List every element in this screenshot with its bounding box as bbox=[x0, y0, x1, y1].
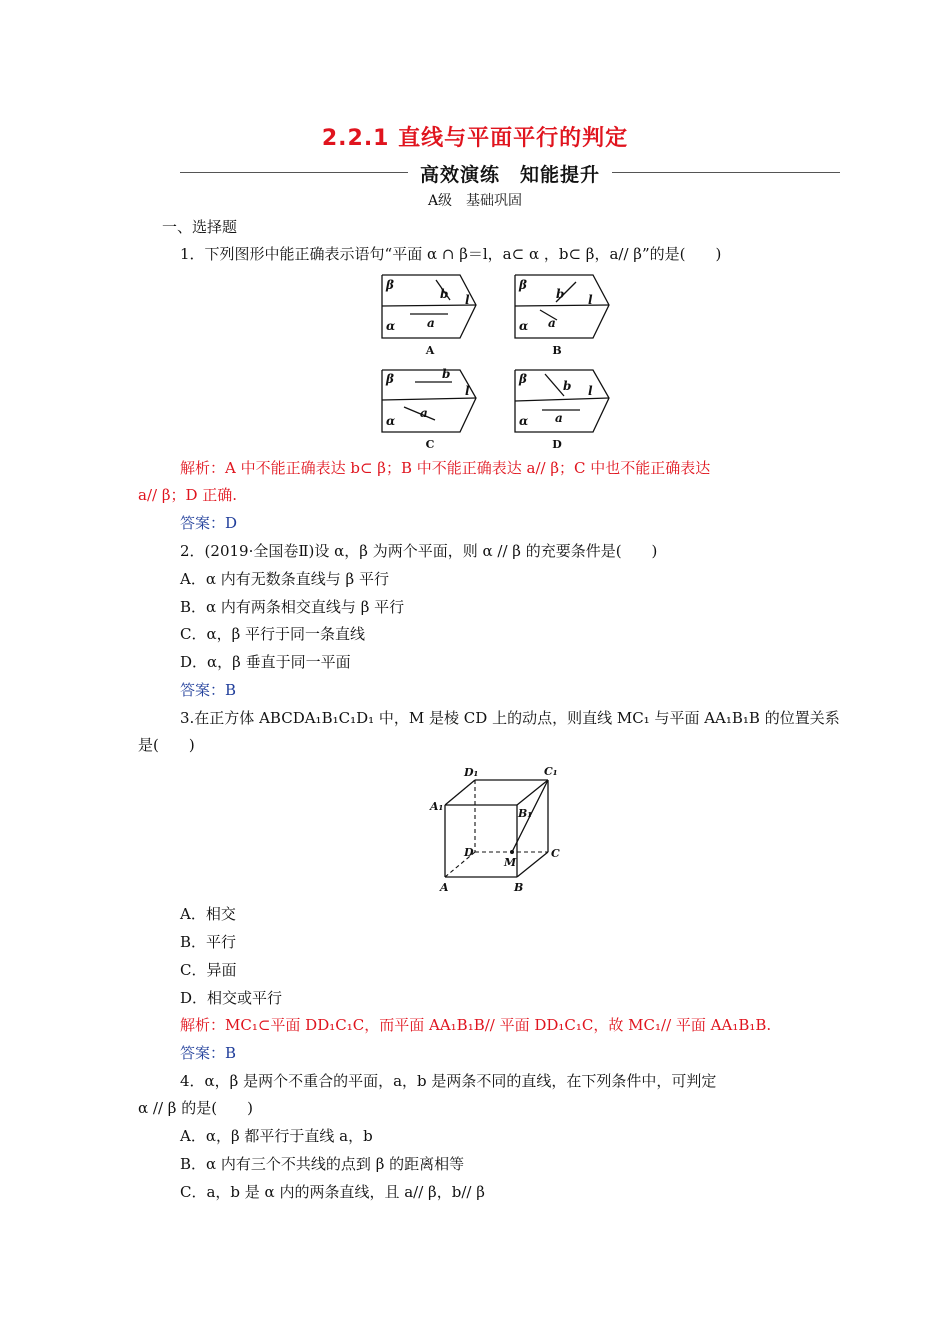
q2-answer: 答案：B bbox=[180, 681, 237, 699]
fig-b-b: b bbox=[556, 287, 565, 301]
cube-label-b1: B₁ bbox=[518, 807, 533, 820]
q4-option-b: B．α 内有三个不共线的点到 β 的距离相等 bbox=[180, 1155, 465, 1173]
q3-option-b: B．平行 bbox=[180, 933, 237, 951]
cube-label-c: C bbox=[551, 847, 560, 860]
fig-label-a: A bbox=[425, 344, 435, 357]
divider-left bbox=[180, 172, 408, 173]
fig-a-a: a bbox=[427, 316, 435, 330]
q3-option-d: D．相交或平行 bbox=[180, 989, 283, 1007]
fig-b-l: l bbox=[588, 293, 593, 307]
q2-stem: 2．(2019·全国卷Ⅱ)设 α，β 为两个平面，则 α // β 的充要条件是( ) bbox=[180, 542, 658, 560]
fig-c-b: b bbox=[442, 367, 451, 381]
q2-option-a: A．α 内有无数条直线与 β 平行 bbox=[180, 570, 389, 588]
cube-label-c1: C₁ bbox=[544, 765, 558, 778]
q3-cube bbox=[420, 760, 570, 900]
q4-stem-line2: α // β 的是( ) bbox=[138, 1099, 253, 1117]
fig-d-l: l bbox=[588, 384, 593, 398]
q1-analysis-line1: 解析：A 中不能正确表达 b⊂ β；B 中不能正确表达 a// β；C 中也不能正确表达 bbox=[180, 459, 711, 477]
fig-a-alpha: α bbox=[386, 319, 396, 333]
q1-analysis-line2: a// β；D 正确. bbox=[138, 486, 238, 504]
fig-a-beta: β bbox=[386, 278, 394, 292]
q3-option-c: C．异面 bbox=[180, 961, 237, 979]
q3-stem-line1: 3.在正方体 ABCDA₁B₁C₁D₁ 中，M 是棱 CD 上的动点，则直线 MC₁ 与平面 AA₁B₁B 的位置关系 bbox=[180, 709, 840, 727]
fig-b-beta: β bbox=[519, 278, 527, 292]
fig-b-a: a bbox=[548, 316, 556, 330]
q4-option-c: C．a，b 是 α 内的两条直线，且 a// β，b// β bbox=[180, 1183, 485, 1201]
cube-label-d1: D₁ bbox=[464, 766, 479, 779]
level-heading: A级 基础巩固 bbox=[427, 193, 523, 209]
q1-figure-b bbox=[515, 275, 609, 338]
q3-answer: 答案：B bbox=[180, 1044, 237, 1062]
fig-d-beta: β bbox=[519, 372, 527, 386]
fig-a-b: b bbox=[440, 287, 449, 301]
section-heading: 一、选择题 bbox=[162, 218, 238, 236]
cube-label-a1: A₁ bbox=[430, 800, 444, 813]
cube-label-d: D bbox=[464, 846, 474, 859]
fig-d-a: a bbox=[555, 411, 563, 425]
cube-label-b: B bbox=[514, 881, 524, 894]
fig-label-d: D bbox=[552, 438, 562, 451]
fig-c-a: a bbox=[420, 406, 428, 420]
fig-label-b: B bbox=[552, 344, 562, 357]
q2-option-d: D．α，β 垂直于同一平面 bbox=[180, 653, 351, 671]
cube-label-m: M bbox=[504, 856, 517, 869]
fig-b-alpha: α bbox=[519, 319, 529, 333]
fig-c-alpha: α bbox=[386, 414, 396, 428]
fig-c-l: l bbox=[465, 384, 470, 398]
q4-option-a: A．α，β 都平行于直线 a，b bbox=[180, 1127, 373, 1145]
subtitle-row bbox=[180, 160, 840, 186]
q1-figure-c bbox=[382, 370, 476, 432]
q1-figures bbox=[370, 270, 630, 460]
fig-c-beta: β bbox=[386, 372, 394, 386]
q1-stem: 1．下列图形中能正确表示语句“平面 α ∩ β＝l，a⊂ α ，b⊂ β，a// β”的是( ) bbox=[180, 245, 722, 263]
q4-stem-line1: 4．α，β 是两个不重合的平面，a，b 是两条不同的直线，在下列条件中，可判定 bbox=[180, 1072, 717, 1090]
fig-a-l: l bbox=[465, 293, 470, 307]
q2-option-c: C．α，β 平行于同一条直线 bbox=[180, 625, 366, 643]
page-subtitle: 高效演练 知能提升 bbox=[419, 164, 600, 186]
q3-analysis: 解析：MC₁⊂平面 DD₁C₁C，而平面 AA₁B₁B// 平面 DD₁C₁C，故 MC₁// 平面 AA₁B₁B. bbox=[180, 1016, 772, 1034]
cube-label-a: A bbox=[440, 881, 449, 894]
fig-label-c: C bbox=[425, 438, 435, 451]
q3-option-a: A．相交 bbox=[180, 905, 236, 923]
page-title: 2.2.1 直线与平面平行的判定 bbox=[321, 126, 629, 151]
divider-right bbox=[612, 172, 840, 173]
fig-d-b: b bbox=[563, 379, 572, 393]
q2-option-b: B．α 内有两条相交直线与 β 平行 bbox=[180, 598, 405, 616]
q1-answer: 答案：D bbox=[180, 514, 238, 532]
q3-stem-line2: 是( ) bbox=[138, 736, 195, 754]
fig-d-alpha: α bbox=[519, 414, 529, 428]
